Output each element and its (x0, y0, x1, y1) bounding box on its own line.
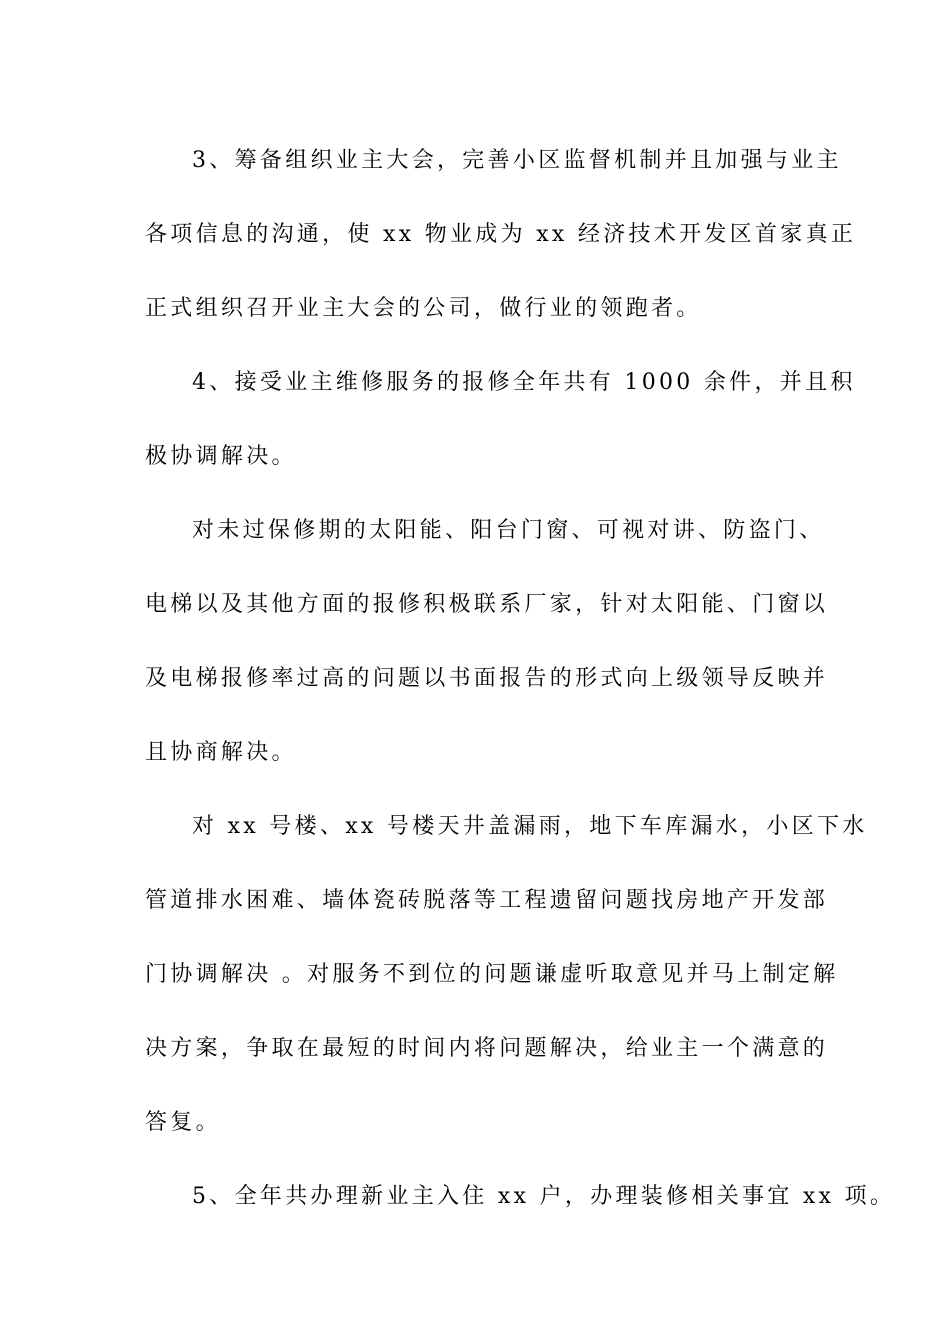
text-line: 4、接受业主维修服务的报修全年共有 1000 余件，并且积 (192, 370, 856, 395)
text-line: 3、筹备组织业主大会，完善小区监督机制并且加强与业主 (192, 148, 842, 173)
text-line: 电梯以及其他方面的报修积极联系厂家，针对太阳能、门窗以 (145, 592, 829, 617)
text-line: 对 xx 号楼、xx 号楼天井盖漏雨，地下车库漏水，小区下水 (192, 814, 868, 839)
text-line: 5、全年共办理新业主入住 xx 户，办理装修相关事宜 xx 项。 (192, 1184, 896, 1209)
document-body (145, 124, 896, 1234)
text-line: 答复。 (145, 1110, 221, 1135)
text-line: 正式组织召开业主大会的公司，做行业的领跑者。 (145, 296, 702, 321)
text-line: 且协商解决。 (145, 740, 297, 765)
text-line: 门协调解决 。对服务不到位的问题谦虚听取意见并马上制定解 (145, 962, 839, 987)
text-line: 极协调解决。 (145, 444, 297, 469)
paragraph-item-5 (145, 1160, 896, 1234)
text-line: 管道排水困难、墙体瓷砖脱落等工程遗留问题找房地产开发部 (145, 888, 829, 913)
paragraph-item-4 (145, 346, 856, 494)
text-line: 及电梯报修率过高的问题以书面报告的形式向上级领导反映并 (145, 666, 829, 691)
text-line: 决方案，争取在最短的时间内将问题解决，给业主一个满意的 (145, 1036, 829, 1061)
paragraph-item-3 (145, 124, 857, 346)
paragraph-engineering-issues (145, 790, 868, 1160)
paragraph-warranty-repairs (145, 494, 829, 790)
text-line: 对未过保修期的太阳能、阳台门窗、可视对讲、防盗门、 (192, 518, 825, 543)
text-line: 各项信息的沟通，使 xx 物业成为 xx 经济技术开发区首家真正 (145, 222, 857, 247)
